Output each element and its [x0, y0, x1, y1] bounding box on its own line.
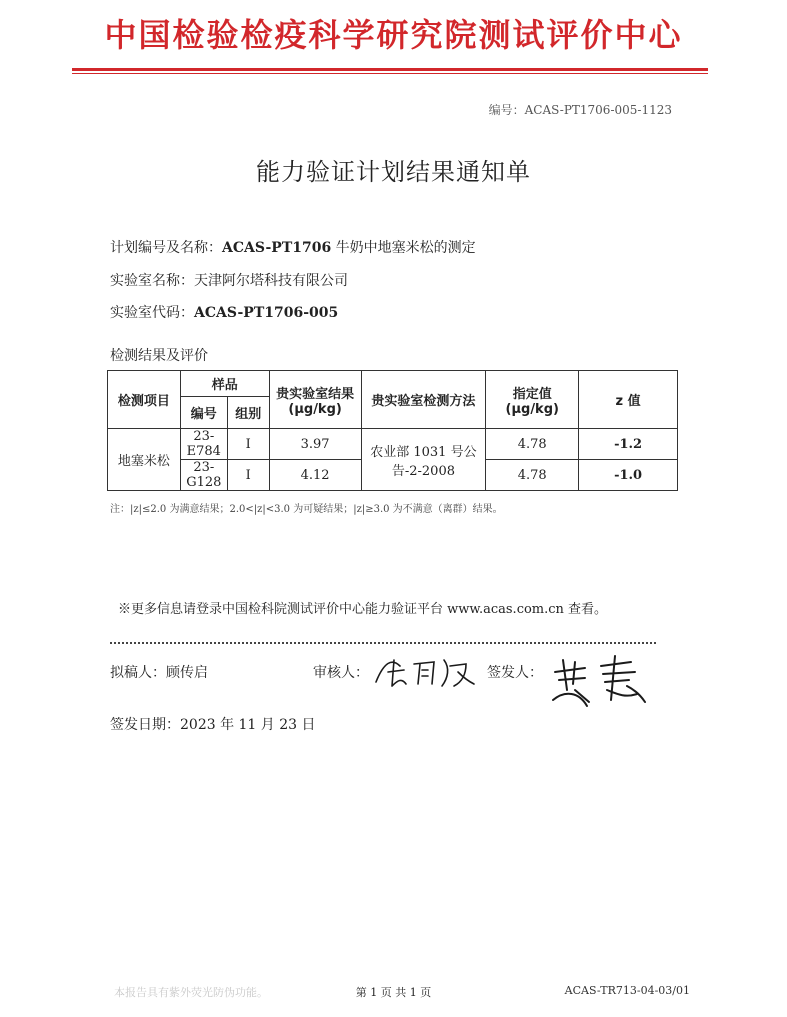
- cell-method: 农业部 1031 号公告-2-2008: [361, 429, 486, 491]
- lab-code-info: [110, 302, 338, 322]
- lab-code: ACAS-PT1706-005: [194, 305, 339, 321]
- header-result-line1: 贵实验室结果: [276, 386, 355, 402]
- drafter: [110, 662, 208, 682]
- cell-assigned: 4.78: [486, 429, 579, 460]
- reviewer-label: 审核人：: [313, 665, 369, 681]
- cell-result: 4.12: [269, 460, 361, 491]
- cell-group: I: [227, 460, 269, 491]
- issue-date-label: 签发日期：: [110, 717, 180, 733]
- issuer-signature: [545, 650, 655, 712]
- drafter-name: 顾传启: [166, 665, 208, 681]
- header-assigned: [486, 371, 579, 429]
- evaluation-note: 注：|z|≤2.0 为满意结果；2.0<|z|<3.0 为可疑结果；|z|≥3.0 为不满意（离群）结果。: [110, 504, 503, 515]
- issuer-label: 签发人：: [487, 665, 543, 681]
- header-result: [269, 371, 361, 429]
- issue-date: [110, 714, 316, 734]
- header-divider: [72, 68, 708, 71]
- footer-form-code: ACAS-TR713-04-03/01: [564, 984, 690, 997]
- plan-name: 牛奶中地塞米松的测定: [331, 240, 476, 256]
- document-title: 能力验证计划结果通知单: [256, 158, 531, 186]
- cell-sample-no: 23-G128: [180, 460, 227, 491]
- lab-code-label: 实验室代码：: [110, 305, 194, 321]
- more-info-text: ※更多信息请登录中国检科院测试评价中心能力验证平台 www.acas.com.cn 查看。: [118, 602, 608, 617]
- reviewer-signature: [370, 648, 480, 692]
- results-table: [107, 370, 678, 491]
- organization-title: 中国检验检疫科学研究院测试评价中心: [104, 16, 683, 54]
- header-sample-no: 编号: [180, 397, 227, 429]
- footer-page-number: 第 1 页 共 1 页: [355, 986, 432, 999]
- cell-result: 3.97: [269, 429, 361, 460]
- footer-anti-counterfeit: 本报告具有紫外荧光防伪功能。: [114, 986, 268, 999]
- header-z: z 值: [579, 371, 678, 429]
- section-heading: 检测结果及评价: [110, 348, 208, 364]
- header-divider-thin: [72, 73, 708, 74]
- header-item: 检测项目: [108, 371, 181, 429]
- cell-item: 地塞米松: [108, 429, 181, 491]
- cell-z: -1.0: [579, 460, 678, 491]
- issue-date-value: 2023 年 11 月 23 日: [180, 717, 316, 733]
- header-assigned-line2: (μg/kg): [505, 401, 559, 417]
- lab-name: 天津阿尔塔科技有限公司: [194, 273, 348, 289]
- lab-name-info: [110, 270, 348, 290]
- dotted-divider: [110, 642, 656, 644]
- drafter-label: 拟稿人：: [110, 665, 166, 681]
- plan-label: 计划编号及名称：: [110, 240, 222, 256]
- table-header-row: [108, 371, 678, 397]
- cell-group: I: [227, 429, 269, 460]
- table-row: [108, 429, 678, 460]
- header-assigned-line1: 指定值: [512, 386, 552, 402]
- header-result-line2: (μg/kg): [288, 401, 342, 417]
- header-method: 贵实验室检测方法: [361, 371, 486, 429]
- document-number: 编号：ACAS-PT1706-005-1123: [488, 103, 672, 117]
- cell-z: -1.2: [579, 429, 678, 460]
- cell-assigned: 4.78: [486, 460, 579, 491]
- plan-code: ACAS-PT1706: [222, 240, 332, 256]
- header-sample: 样品: [180, 371, 269, 397]
- header-group: 组别: [227, 397, 269, 429]
- cell-sample-no: 23-E784: [180, 429, 227, 460]
- plan-info: [110, 237, 476, 257]
- lab-name-label: 实验室名称：: [110, 273, 194, 289]
